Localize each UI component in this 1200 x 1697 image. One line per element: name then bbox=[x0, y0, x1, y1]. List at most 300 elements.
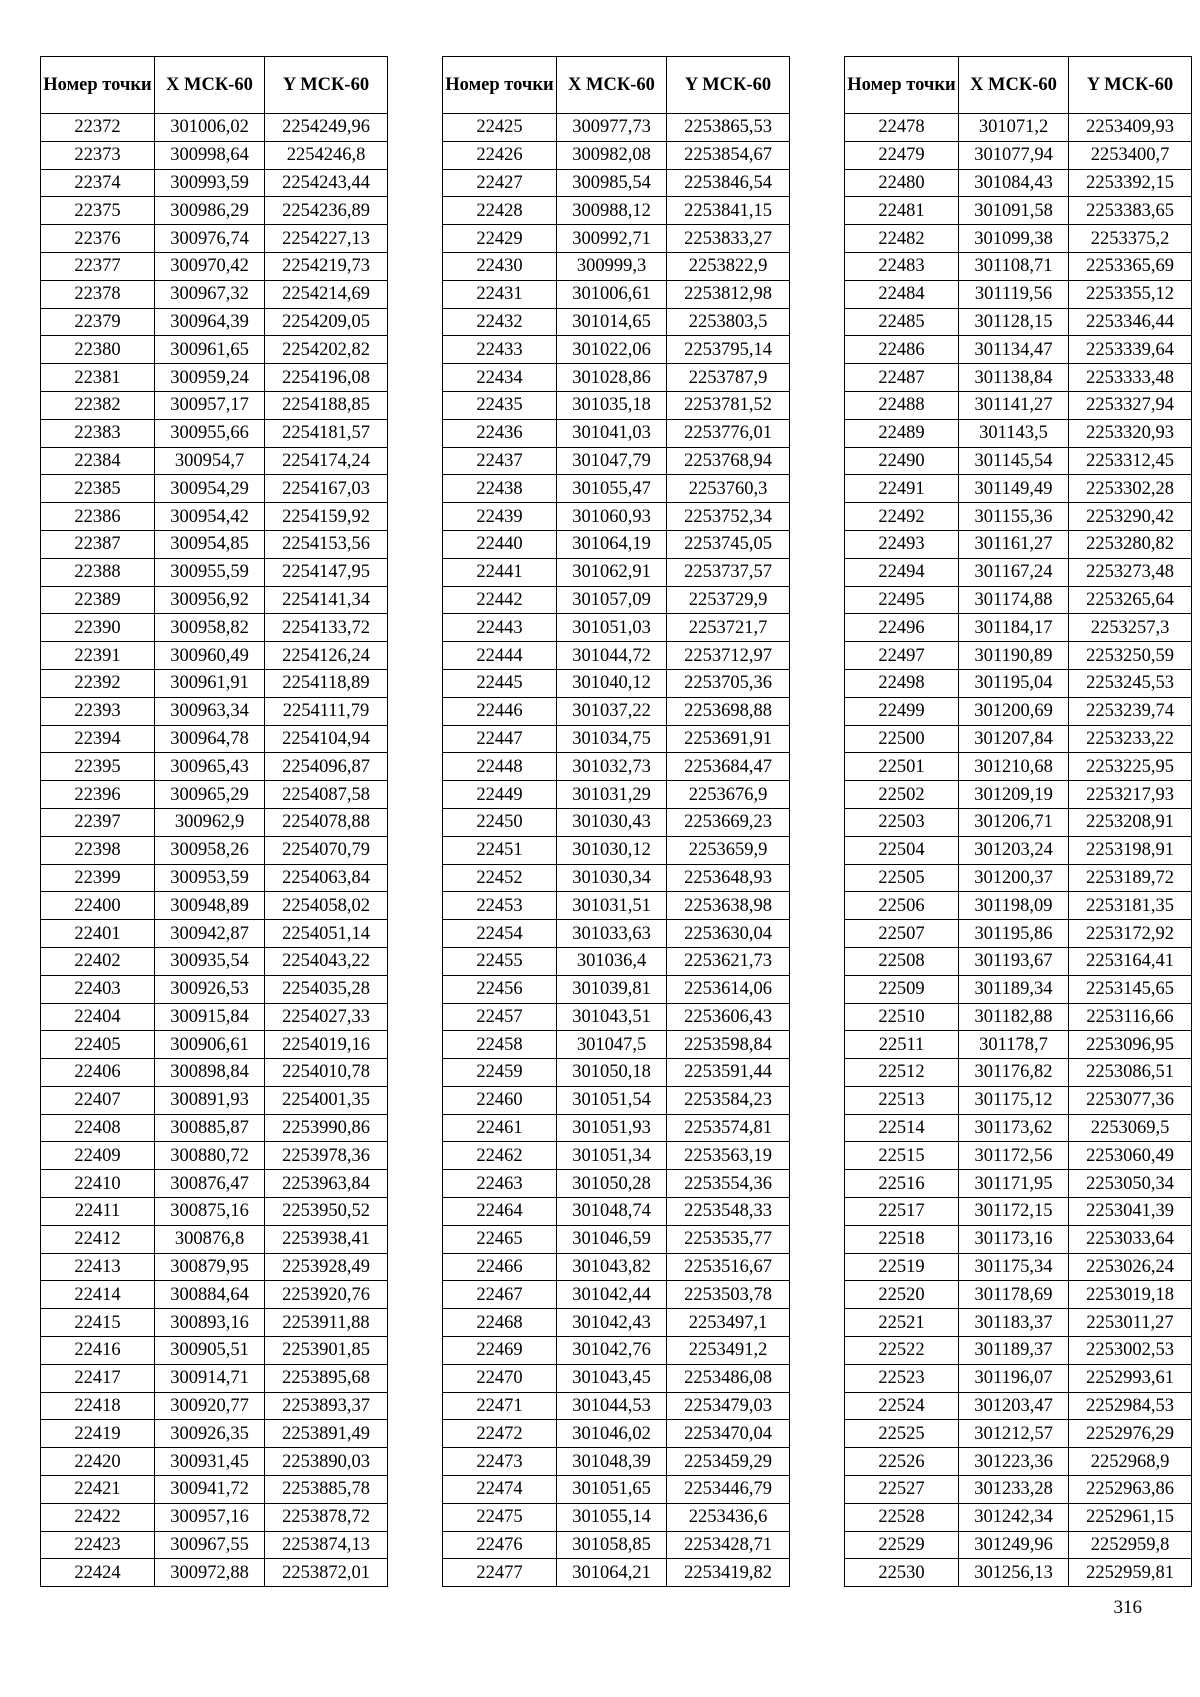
cell-point-number: 22409 bbox=[41, 1142, 155, 1170]
cell-x: 300960,49 bbox=[155, 642, 265, 670]
table-row bbox=[845, 475, 1192, 503]
cell-point-number: 22449 bbox=[443, 781, 557, 809]
cell-point-number: 22507 bbox=[845, 920, 959, 948]
cell-y: 2254202,82 bbox=[265, 336, 388, 364]
cell-point-number: 22417 bbox=[41, 1364, 155, 1392]
cell-x: 301057,09 bbox=[557, 586, 667, 614]
table-row bbox=[845, 1337, 1192, 1365]
cell-point-number: 22428 bbox=[443, 197, 557, 225]
cell-x: 301203,47 bbox=[959, 1392, 1069, 1420]
cell-x: 300941,72 bbox=[155, 1476, 265, 1504]
cell-y: 2252961,15 bbox=[1069, 1503, 1192, 1531]
cell-x: 300957,17 bbox=[155, 391, 265, 419]
cell-y: 2253822,9 bbox=[667, 252, 790, 280]
cell-point-number: 22530 bbox=[845, 1559, 959, 1587]
cell-x: 301040,12 bbox=[557, 669, 667, 697]
cell-y: 2253895,68 bbox=[265, 1364, 388, 1392]
cell-point-number: 22456 bbox=[443, 975, 557, 1003]
cell-y: 2254118,89 bbox=[265, 669, 388, 697]
cell-x: 301242,34 bbox=[959, 1503, 1069, 1531]
table-row bbox=[443, 225, 790, 253]
cell-y: 2253901,85 bbox=[265, 1337, 388, 1365]
cell-point-number: 22485 bbox=[845, 308, 959, 336]
table-row bbox=[41, 1059, 388, 1087]
cell-x: 300967,55 bbox=[155, 1531, 265, 1559]
table-row bbox=[41, 447, 388, 475]
cell-x: 301032,73 bbox=[557, 753, 667, 781]
cell-point-number: 22422 bbox=[41, 1503, 155, 1531]
cell-y: 2253245,53 bbox=[1069, 669, 1192, 697]
header-y: Y МСК-60 bbox=[265, 57, 388, 114]
cell-y: 2254147,95 bbox=[265, 558, 388, 586]
cell-y: 2253077,36 bbox=[1069, 1086, 1192, 1114]
cell-point-number: 22472 bbox=[443, 1420, 557, 1448]
cell-y: 2253630,04 bbox=[667, 920, 790, 948]
cell-x: 300958,26 bbox=[155, 836, 265, 864]
cell-x: 301042,76 bbox=[557, 1337, 667, 1365]
table-row bbox=[41, 364, 388, 392]
cell-point-number: 22377 bbox=[41, 252, 155, 280]
cell-y: 2253614,06 bbox=[667, 975, 790, 1003]
cell-x: 301051,34 bbox=[557, 1142, 667, 1170]
table-row bbox=[443, 1198, 790, 1226]
cell-y: 2253302,28 bbox=[1069, 475, 1192, 503]
cell-point-number: 22383 bbox=[41, 419, 155, 447]
header-point-number: Номер точки bbox=[845, 57, 959, 114]
table-row bbox=[845, 419, 1192, 447]
cell-point-number: 22436 bbox=[443, 419, 557, 447]
cell-point-number: 22372 bbox=[41, 114, 155, 142]
cell-x: 301206,71 bbox=[959, 808, 1069, 836]
cell-y: 2253865,53 bbox=[667, 114, 790, 142]
cell-x: 301071,2 bbox=[959, 114, 1069, 142]
cell-x: 300967,32 bbox=[155, 280, 265, 308]
table-row bbox=[41, 725, 388, 753]
table-row bbox=[443, 864, 790, 892]
table-row bbox=[845, 1420, 1192, 1448]
cell-x: 301044,72 bbox=[557, 642, 667, 670]
table-body bbox=[845, 114, 1192, 1587]
cell-x: 300988,12 bbox=[557, 197, 667, 225]
cell-x: 301178,7 bbox=[959, 1031, 1069, 1059]
cell-point-number: 22496 bbox=[845, 614, 959, 642]
table-row bbox=[845, 1476, 1192, 1504]
cell-point-number: 22499 bbox=[845, 697, 959, 725]
cell-y: 2253776,01 bbox=[667, 419, 790, 447]
cell-x: 301174,88 bbox=[959, 586, 1069, 614]
cell-y: 2253033,64 bbox=[1069, 1225, 1192, 1253]
cell-point-number: 22391 bbox=[41, 642, 155, 670]
cell-x: 300985,54 bbox=[557, 169, 667, 197]
cell-point-number: 22479 bbox=[845, 141, 959, 169]
cell-x: 301173,16 bbox=[959, 1225, 1069, 1253]
cell-point-number: 22452 bbox=[443, 864, 557, 892]
cell-y: 2253491,2 bbox=[667, 1337, 790, 1365]
table-row bbox=[41, 1503, 388, 1531]
cell-y: 2253938,41 bbox=[265, 1225, 388, 1253]
cell-y: 2253911,88 bbox=[265, 1309, 388, 1337]
cell-point-number: 22394 bbox=[41, 725, 155, 753]
cell-y: 2253606,43 bbox=[667, 1003, 790, 1031]
cell-point-number: 22516 bbox=[845, 1170, 959, 1198]
cell-point-number: 22528 bbox=[845, 1503, 959, 1531]
cell-x: 300935,54 bbox=[155, 947, 265, 975]
cell-x: 300970,42 bbox=[155, 252, 265, 280]
table-row bbox=[41, 197, 388, 225]
cell-y: 2252959,8 bbox=[1069, 1531, 1192, 1559]
table-row bbox=[443, 1503, 790, 1531]
cell-x: 301175,12 bbox=[959, 1086, 1069, 1114]
cell-y: 2253208,91 bbox=[1069, 808, 1192, 836]
table-row bbox=[41, 280, 388, 308]
cell-x: 301233,28 bbox=[959, 1476, 1069, 1504]
cell-y: 2253503,78 bbox=[667, 1281, 790, 1309]
table-row bbox=[41, 753, 388, 781]
cell-x: 300915,84 bbox=[155, 1003, 265, 1031]
cell-point-number: 22420 bbox=[41, 1448, 155, 1476]
cell-x: 301173,62 bbox=[959, 1114, 1069, 1142]
cell-y: 2253737,57 bbox=[667, 558, 790, 586]
cell-point-number: 22439 bbox=[443, 503, 557, 531]
cell-x: 301051,65 bbox=[557, 1476, 667, 1504]
table-row bbox=[41, 503, 388, 531]
cell-y: 2253419,82 bbox=[667, 1559, 790, 1587]
cell-point-number: 22457 bbox=[443, 1003, 557, 1031]
table-row bbox=[41, 1364, 388, 1392]
cell-point-number: 22446 bbox=[443, 697, 557, 725]
cell-point-number: 22527 bbox=[845, 1476, 959, 1504]
cell-y: 2253676,9 bbox=[667, 781, 790, 809]
cell-y: 2253928,49 bbox=[265, 1253, 388, 1281]
page-number: 316 bbox=[1113, 1597, 1142, 1618]
table-body bbox=[41, 114, 388, 1587]
cell-y: 2253787,9 bbox=[667, 364, 790, 392]
cell-y: 2253554,36 bbox=[667, 1170, 790, 1198]
cell-y: 2254243,44 bbox=[265, 169, 388, 197]
table-row bbox=[41, 558, 388, 586]
table-row bbox=[443, 1531, 790, 1559]
table-row bbox=[41, 1476, 388, 1504]
cell-point-number: 22467 bbox=[443, 1281, 557, 1309]
table-row bbox=[41, 1253, 388, 1281]
cell-point-number: 22470 bbox=[443, 1364, 557, 1392]
cell-x: 301091,58 bbox=[959, 197, 1069, 225]
table-row bbox=[845, 947, 1192, 975]
cell-point-number: 22483 bbox=[845, 252, 959, 280]
cell-point-number: 22468 bbox=[443, 1309, 557, 1337]
cell-x: 301043,51 bbox=[557, 1003, 667, 1031]
cell-x: 300998,64 bbox=[155, 141, 265, 169]
cell-point-number: 22386 bbox=[41, 503, 155, 531]
cell-x: 300953,59 bbox=[155, 864, 265, 892]
cell-point-number: 22462 bbox=[443, 1142, 557, 1170]
cell-x: 301134,47 bbox=[959, 336, 1069, 364]
table-row bbox=[41, 614, 388, 642]
cell-y: 2253584,23 bbox=[667, 1086, 790, 1114]
table-row bbox=[845, 697, 1192, 725]
table-row bbox=[443, 892, 790, 920]
header-y: Y МСК-60 bbox=[667, 57, 790, 114]
table-row bbox=[443, 1559, 790, 1587]
cell-point-number: 22469 bbox=[443, 1337, 557, 1365]
cell-x: 300893,16 bbox=[155, 1309, 265, 1337]
cell-y: 2253409,93 bbox=[1069, 114, 1192, 142]
cell-x: 300954,42 bbox=[155, 503, 265, 531]
table-row bbox=[41, 1086, 388, 1114]
cell-y: 2253086,51 bbox=[1069, 1059, 1192, 1087]
cell-y: 2254159,92 bbox=[265, 503, 388, 531]
table-row bbox=[443, 364, 790, 392]
cell-y: 2253854,67 bbox=[667, 141, 790, 169]
table-row bbox=[845, 725, 1192, 753]
cell-x: 301046,59 bbox=[557, 1225, 667, 1253]
cell-x: 300954,85 bbox=[155, 530, 265, 558]
table-row bbox=[443, 725, 790, 753]
cell-y: 2254078,88 bbox=[265, 808, 388, 836]
cell-point-number: 22424 bbox=[41, 1559, 155, 1587]
table-row bbox=[41, 114, 388, 142]
coordinates-table-1 bbox=[40, 56, 388, 1587]
cell-point-number: 22463 bbox=[443, 1170, 557, 1198]
table-row bbox=[845, 225, 1192, 253]
cell-point-number: 22502 bbox=[845, 781, 959, 809]
cell-x: 301043,45 bbox=[557, 1364, 667, 1392]
cell-y: 2253400,7 bbox=[1069, 141, 1192, 169]
cell-point-number: 22410 bbox=[41, 1170, 155, 1198]
table-row bbox=[443, 1337, 790, 1365]
cell-x: 300964,39 bbox=[155, 308, 265, 336]
cell-point-number: 22393 bbox=[41, 697, 155, 725]
cell-x: 300963,34 bbox=[155, 697, 265, 725]
cell-y: 2254051,14 bbox=[265, 920, 388, 948]
cell-point-number: 22503 bbox=[845, 808, 959, 836]
cell-point-number: 22423 bbox=[41, 1531, 155, 1559]
cell-y: 2254111,79 bbox=[265, 697, 388, 725]
table-row bbox=[845, 1225, 1192, 1253]
cell-x: 301210,68 bbox=[959, 753, 1069, 781]
cell-point-number: 22477 bbox=[443, 1559, 557, 1587]
table-header-row bbox=[41, 57, 388, 114]
table-row bbox=[443, 1448, 790, 1476]
table-row bbox=[845, 1531, 1192, 1559]
cell-x: 301033,63 bbox=[557, 920, 667, 948]
cell-point-number: 22399 bbox=[41, 864, 155, 892]
cell-point-number: 22489 bbox=[845, 419, 959, 447]
cell-x: 300986,29 bbox=[155, 197, 265, 225]
table-row bbox=[443, 252, 790, 280]
cell-x: 301190,89 bbox=[959, 642, 1069, 670]
cell-y: 2253470,04 bbox=[667, 1420, 790, 1448]
cell-point-number: 22458 bbox=[443, 1031, 557, 1059]
cell-x: 300879,95 bbox=[155, 1253, 265, 1281]
table-row bbox=[443, 1392, 790, 1420]
table-row bbox=[443, 1170, 790, 1198]
table-row bbox=[41, 975, 388, 1003]
table-row bbox=[845, 1448, 1192, 1476]
cell-y: 2253648,93 bbox=[667, 864, 790, 892]
cell-point-number: 22437 bbox=[443, 447, 557, 475]
cell-point-number: 22481 bbox=[845, 197, 959, 225]
cell-point-number: 22494 bbox=[845, 558, 959, 586]
header-y: Y МСК-60 bbox=[1069, 57, 1192, 114]
cell-point-number: 22427 bbox=[443, 169, 557, 197]
cell-point-number: 22419 bbox=[41, 1420, 155, 1448]
cell-point-number: 22430 bbox=[443, 252, 557, 280]
table-row bbox=[41, 419, 388, 447]
table-row bbox=[41, 642, 388, 670]
cell-x: 301195,86 bbox=[959, 920, 1069, 948]
cell-point-number: 22413 bbox=[41, 1253, 155, 1281]
cell-y: 2253833,27 bbox=[667, 225, 790, 253]
cell-x: 300948,89 bbox=[155, 892, 265, 920]
cell-x: 301044,53 bbox=[557, 1392, 667, 1420]
cell-x: 301149,49 bbox=[959, 475, 1069, 503]
cell-point-number: 22451 bbox=[443, 836, 557, 864]
table-row bbox=[443, 1031, 790, 1059]
cell-y: 2254058,02 bbox=[265, 892, 388, 920]
table-row bbox=[845, 1559, 1192, 1587]
cell-y: 2252968,9 bbox=[1069, 1448, 1192, 1476]
cell-x: 301058,85 bbox=[557, 1531, 667, 1559]
cell-point-number: 22380 bbox=[41, 336, 155, 364]
table-row bbox=[443, 1114, 790, 1142]
table-row bbox=[443, 1253, 790, 1281]
cell-y: 2252959,81 bbox=[1069, 1559, 1192, 1587]
cell-point-number: 22387 bbox=[41, 530, 155, 558]
table-row bbox=[845, 1503, 1192, 1531]
cell-y: 2254236,89 bbox=[265, 197, 388, 225]
cell-x: 300955,59 bbox=[155, 558, 265, 586]
cell-point-number: 22384 bbox=[41, 447, 155, 475]
cell-point-number: 22441 bbox=[443, 558, 557, 586]
cell-y: 2253189,72 bbox=[1069, 864, 1192, 892]
header-point-number: Номер точки bbox=[41, 57, 155, 114]
cell-x: 301042,43 bbox=[557, 1309, 667, 1337]
cell-point-number: 22515 bbox=[845, 1142, 959, 1170]
table-row bbox=[845, 308, 1192, 336]
cell-x: 300972,88 bbox=[155, 1559, 265, 1587]
table-row bbox=[41, 1531, 388, 1559]
table-row bbox=[845, 1086, 1192, 1114]
table-row bbox=[443, 920, 790, 948]
cell-point-number: 22405 bbox=[41, 1031, 155, 1059]
cell-y: 2253621,73 bbox=[667, 947, 790, 975]
table-row bbox=[41, 586, 388, 614]
cell-y: 2253729,9 bbox=[667, 586, 790, 614]
table-row bbox=[443, 697, 790, 725]
cell-x: 301051,93 bbox=[557, 1114, 667, 1142]
coordinates-table-2 bbox=[442, 56, 790, 1587]
cell-x: 301196,07 bbox=[959, 1364, 1069, 1392]
table-row bbox=[443, 753, 790, 781]
table-row bbox=[845, 753, 1192, 781]
cell-point-number: 22480 bbox=[845, 169, 959, 197]
table-row bbox=[443, 1364, 790, 1392]
cell-y: 2254070,79 bbox=[265, 836, 388, 864]
cell-point-number: 22471 bbox=[443, 1392, 557, 1420]
table-row bbox=[845, 1253, 1192, 1281]
cell-x: 300965,43 bbox=[155, 753, 265, 781]
cell-x: 301034,75 bbox=[557, 725, 667, 753]
cell-point-number: 22429 bbox=[443, 225, 557, 253]
table-row bbox=[41, 669, 388, 697]
cell-point-number: 22447 bbox=[443, 725, 557, 753]
cell-y: 2253781,52 bbox=[667, 391, 790, 419]
table-row bbox=[443, 336, 790, 364]
cell-x: 301145,54 bbox=[959, 447, 1069, 475]
table-row bbox=[443, 781, 790, 809]
cell-x: 300976,74 bbox=[155, 225, 265, 253]
cell-y: 2254001,35 bbox=[265, 1086, 388, 1114]
cell-y: 2252963,86 bbox=[1069, 1476, 1192, 1504]
cell-x: 300954,7 bbox=[155, 447, 265, 475]
cell-point-number: 22513 bbox=[845, 1086, 959, 1114]
cell-point-number: 22379 bbox=[41, 308, 155, 336]
table-row bbox=[845, 141, 1192, 169]
cell-y: 2253963,84 bbox=[265, 1170, 388, 1198]
cell-x: 301099,38 bbox=[959, 225, 1069, 253]
table-row bbox=[845, 586, 1192, 614]
cell-x: 301172,56 bbox=[959, 1142, 1069, 1170]
cell-x: 301042,44 bbox=[557, 1281, 667, 1309]
cell-x: 301039,81 bbox=[557, 975, 667, 1003]
table-row bbox=[845, 1170, 1192, 1198]
cell-y: 2253446,79 bbox=[667, 1476, 790, 1504]
cell-x: 300958,82 bbox=[155, 614, 265, 642]
cell-y: 2253598,84 bbox=[667, 1031, 790, 1059]
table-row bbox=[41, 1198, 388, 1226]
cell-point-number: 22411 bbox=[41, 1198, 155, 1226]
cell-x: 300914,71 bbox=[155, 1364, 265, 1392]
table-row bbox=[443, 808, 790, 836]
cell-y: 2254227,13 bbox=[265, 225, 388, 253]
cell-y: 2253486,08 bbox=[667, 1364, 790, 1392]
cell-point-number: 22396 bbox=[41, 781, 155, 809]
cell-y: 2253885,78 bbox=[265, 1476, 388, 1504]
cell-point-number: 22400 bbox=[41, 892, 155, 920]
cell-point-number: 22403 bbox=[41, 975, 155, 1003]
cell-point-number: 22491 bbox=[845, 475, 959, 503]
table-row bbox=[845, 336, 1192, 364]
cell-point-number: 22392 bbox=[41, 669, 155, 697]
cell-y: 2253872,01 bbox=[265, 1559, 388, 1587]
table-row bbox=[41, 530, 388, 558]
table-row bbox=[41, 1225, 388, 1253]
cell-x: 301041,03 bbox=[557, 419, 667, 447]
cell-point-number: 22432 bbox=[443, 308, 557, 336]
table-row bbox=[41, 1392, 388, 1420]
table-body bbox=[443, 114, 790, 1587]
table-row bbox=[41, 836, 388, 864]
cell-point-number: 22473 bbox=[443, 1448, 557, 1476]
cell-y: 2253280,82 bbox=[1069, 530, 1192, 558]
cell-x: 301195,04 bbox=[959, 669, 1069, 697]
cell-y: 2253659,9 bbox=[667, 836, 790, 864]
cell-y: 2253874,13 bbox=[265, 1531, 388, 1559]
table-row bbox=[41, 475, 388, 503]
table-row bbox=[845, 114, 1192, 142]
table-row bbox=[41, 169, 388, 197]
cell-x: 300961,65 bbox=[155, 336, 265, 364]
cell-point-number: 22435 bbox=[443, 391, 557, 419]
cell-y: 2253011,27 bbox=[1069, 1309, 1192, 1337]
header-x: X МСК-60 bbox=[557, 57, 667, 114]
cell-x: 301203,24 bbox=[959, 836, 1069, 864]
cell-point-number: 22374 bbox=[41, 169, 155, 197]
cell-y: 2253712,97 bbox=[667, 642, 790, 670]
cell-y: 2253563,19 bbox=[667, 1142, 790, 1170]
coordinates-table-3 bbox=[844, 56, 1192, 1587]
